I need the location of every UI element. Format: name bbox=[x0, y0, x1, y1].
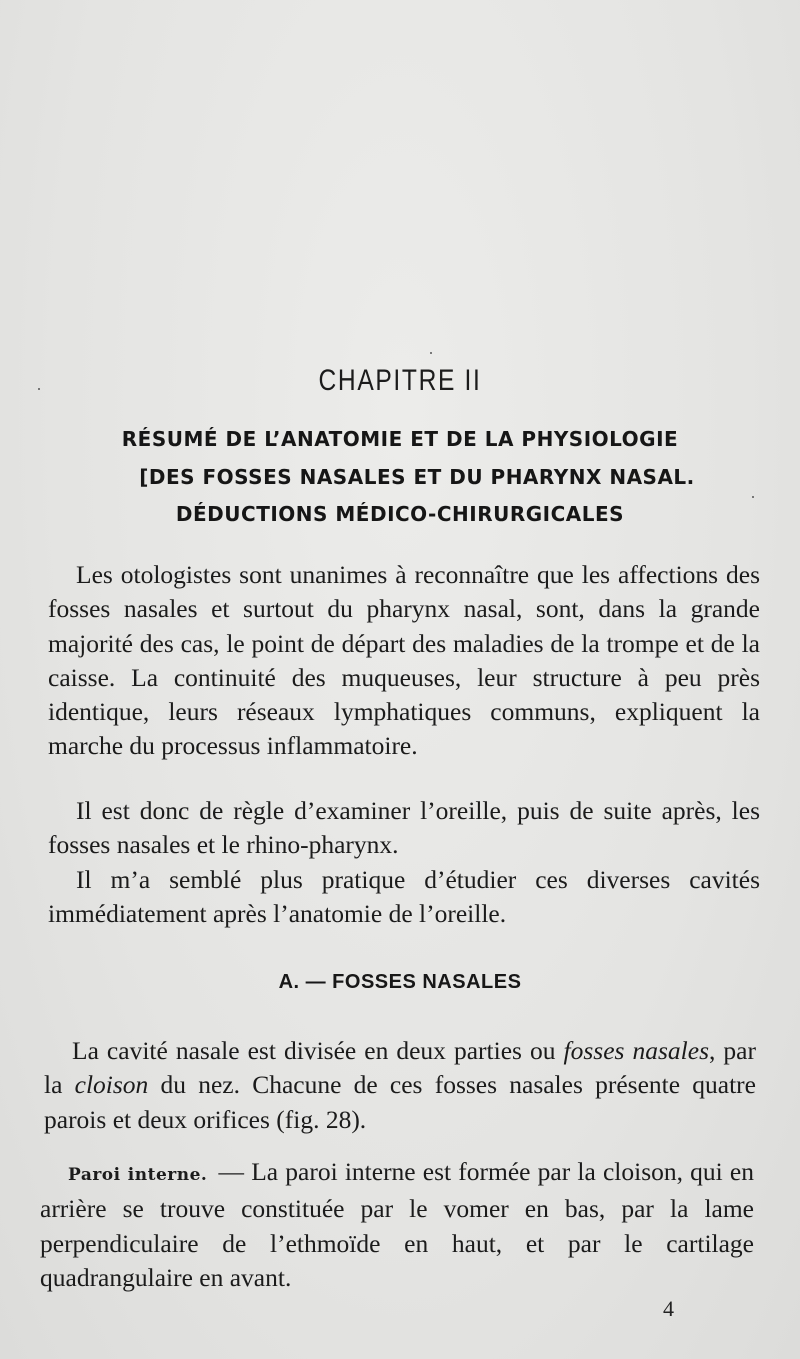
paragraph-intro: Les otologistes sont unanimes à reconnaître que les affections des fosses nasales et surtout du pharynx nasal, sont, dans la grande majorité des cas, le point de départ des maladies de la trompe et de la caisse. La continuité des muqueuses, leur structure à peu près identique, leurs réseaux lymphatiques communs, expliquent la marche du processus inflammatoire. bbox=[48, 560, 760, 761]
print-speck bbox=[38, 388, 40, 390]
print-speck bbox=[430, 352, 432, 354]
paragraph-order: Il m’a semblé plus pratique d’étudier ces diverses cavités immédiatement après l’anatomie de l’oreille. bbox=[48, 865, 760, 929]
paragraph-text: La cavité nasale est divisée en deux parties ou bbox=[72, 1036, 564, 1065]
paragraph-cavite-nasale bbox=[44, 1034, 756, 1137]
paragraph-text: — La paroi interne est formée par la cloison, qui en arrière se trouve constituée par le vomer en bas, par la lame perpendiculaire de l’ethmoïde en haut, et par le cartilage quadrangulaire en avant. bbox=[40, 1157, 754, 1292]
paragraph-examination: Il est donc de règle d’examiner l’oreille, puis de suite après, les fosses nasales et le rhino-pharynx. bbox=[48, 796, 760, 860]
chapter-heading-line-1: RÉSUMÉ DE L’ANATOMIE ET DE LA PHYSIOLOGIE bbox=[121, 427, 679, 451]
italic-term: cloison bbox=[74, 1070, 149, 1100]
chapter-heading-line-3: DÉDUCTIONS MÉDICO-CHIRURGICALES bbox=[175, 502, 625, 526]
chapter-title: CHAPITRE II bbox=[318, 364, 482, 397]
paragraph-text: , par la bbox=[44, 1036, 756, 1100]
section-heading-fosses-nasales: A. — FOSSES NASALES bbox=[278, 971, 522, 993]
run-in-heading: Paroi interne. bbox=[68, 1165, 208, 1185]
page-number: 4 bbox=[663, 1296, 674, 1321]
paragraph-paroi-interne bbox=[40, 1155, 754, 1295]
print-speck bbox=[752, 496, 754, 498]
chapter-heading-line-2: [DES FOSSES NASALES ET DU PHARYNX NASAL. bbox=[139, 465, 695, 489]
paragraph-text: du nez. Chacune de ces fosses nasales présente quatre parois et deux orifices (fig. 28). bbox=[44, 1070, 756, 1134]
italic-term: fosses nasales bbox=[563, 1036, 709, 1065]
